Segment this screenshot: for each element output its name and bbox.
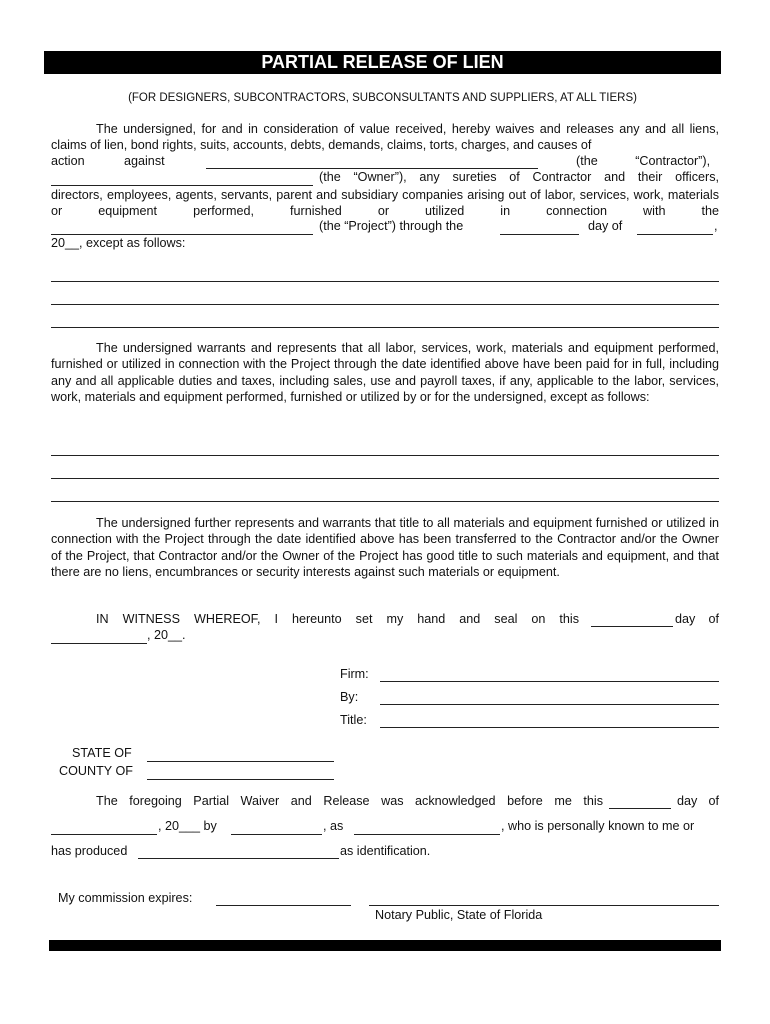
bottom-rule — [49, 940, 721, 951]
witness-year: , 20__. — [147, 628, 186, 642]
project-name-field[interactable] — [51, 234, 313, 235]
commission-field[interactable] — [216, 905, 351, 906]
against-word: against — [124, 154, 165, 168]
notary-signature-field[interactable] — [369, 905, 719, 906]
through-day-field[interactable] — [500, 234, 579, 235]
through-day-of: day of — [588, 219, 623, 233]
warranty-paid-text: The undersigned warrants and represents that all labor, services, work, materials and equipment performed, furnished or utilized in connection with the Project through the date identified above have been paid for in full, including any and all applicable duties and taxes, including sales, use and payroll taxes, if any, applicable to the labor, services, work, materials and equipment performed, furnished or utilized by or for the undersigned, except as follows: — [51, 341, 719, 405]
state-field[interactable] — [147, 761, 334, 762]
ack-day-of: day of — [677, 794, 719, 808]
ack-text: The foregoing Partial Waiver and Release was acknowledged before me this — [96, 794, 603, 808]
by-field[interactable] — [380, 704, 719, 705]
ack-role-field[interactable] — [354, 834, 500, 835]
action-word: action — [51, 154, 85, 168]
county-label: COUNTY OF — [59, 764, 133, 778]
exception2-line-1[interactable] — [51, 455, 719, 456]
ack-as: , as — [323, 819, 344, 833]
owner-label: (the “Owner”), any sureties of Contractor and their officers, — [319, 170, 719, 184]
project-label: (the “Project”) through the — [319, 219, 464, 233]
witness-month-field[interactable] — [51, 643, 147, 644]
release-middle-text: directors, employees, agents, servants, parent and subsidiary companies arising out of labor, services, work, materials or equipment performed, furnished or utilized in connection with the — [51, 188, 719, 219]
except-as-follows: 20__, except as follows: — [51, 236, 186, 250]
exception-line-2[interactable] — [51, 304, 719, 305]
exception2-line-3[interactable] — [51, 501, 719, 502]
ack-month-field[interactable] — [51, 834, 157, 835]
witness-text: IN WITNESS WHEREOF, I hereunto set my hand and seal on this — [96, 612, 579, 626]
owner-name-field[interactable] — [51, 185, 313, 186]
county-field[interactable] — [147, 779, 334, 780]
ack-known: , who is personally known to me or — [501, 819, 695, 833]
ack-person-field[interactable] — [231, 834, 322, 835]
ack-year-by: , 20___ by — [158, 819, 217, 833]
through-comma: , — [714, 219, 718, 233]
title-label: Title: — [340, 713, 367, 727]
as-identification: as identification. — [340, 844, 431, 858]
through-month-field[interactable] — [637, 234, 713, 235]
witness-day-field[interactable] — [591, 626, 673, 627]
ack-day-field[interactable] — [609, 808, 671, 809]
commission-label: My commission expires: — [58, 891, 193, 905]
contractor-label: (the “Contractor”), — [576, 154, 711, 168]
title-field[interactable] — [380, 727, 719, 728]
exception-line-1[interactable] — [51, 281, 719, 282]
document-subtitle: (FOR DESIGNERS, SUBCONTRACTORS, SUBCONSULTANTS AND SUPPLIERS, AT ALL TIERS) — [128, 92, 637, 104]
notary-label: Notary Public, State of Florida — [375, 908, 543, 922]
firm-field[interactable] — [380, 681, 719, 682]
contractor-name-field[interactable] — [206, 168, 538, 169]
document-title: PARTIAL RELEASE OF LIEN — [44, 51, 721, 74]
witness-day-of: day of — [675, 612, 719, 626]
by-label: By: — [340, 690, 359, 704]
firm-label: Firm: — [340, 667, 369, 681]
identification-field[interactable] — [138, 858, 339, 859]
state-label: STATE OF — [72, 746, 132, 760]
exception-line-3[interactable] — [51, 327, 719, 328]
exception2-line-2[interactable] — [51, 478, 719, 479]
has-produced-label: has produced — [51, 844, 128, 858]
title-warranty-text: The undersigned further represents and warrants that title to all materials and equipment furnished or utilized in connection with the Project through the date identified above has been transferred to the Contractor and/or the Owner of the Project, that Contractor and/or the Owner of the Project has good title to such materials and equipment, and that there are no liens, encumbrances or security interests against such materials or equipment. — [51, 516, 719, 580]
release-intro-text: The undersigned, for and in consideration of value received, hereby waives and releases any and all liens, claims of lien, bond rights, suits, accounts, debts, demands, claims, torts, charges, and causes of — [51, 122, 719, 153]
contractor-label-wrap — [576, 154, 719, 168]
